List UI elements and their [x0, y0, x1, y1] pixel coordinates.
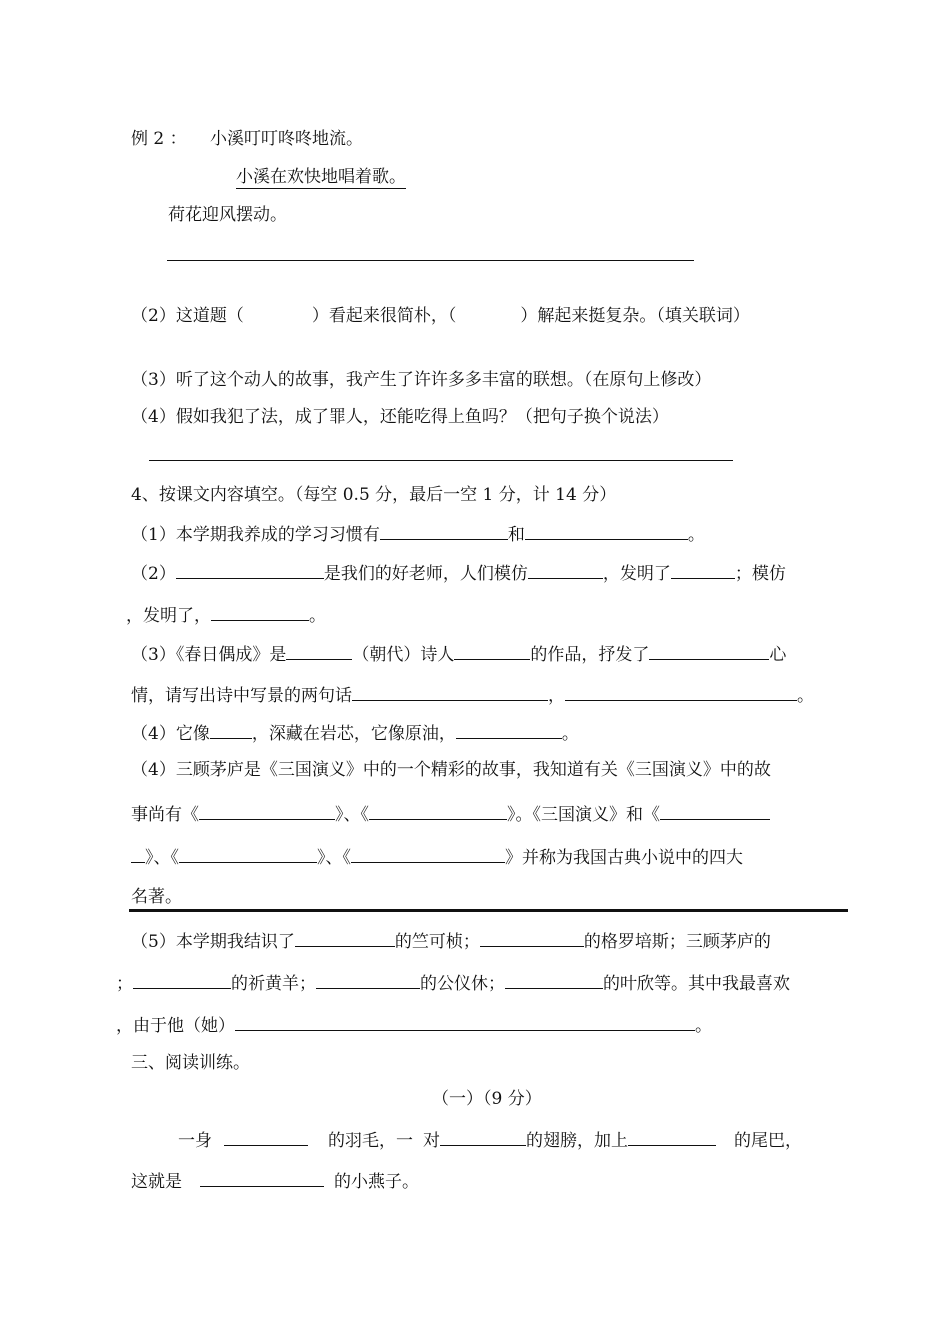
- example2-answer-text: 小溪在欢快地唱着歌。: [236, 167, 406, 187]
- s4-i3-a: （3）《春日偶成》是: [131, 645, 287, 665]
- s4-i4-a: （4）它像: [131, 724, 210, 744]
- s4-i2-c: ，发明了: [602, 564, 671, 584]
- q4-text: （4）假如我犯了法，成了罪人，还能吃得上鱼吗？（把句子换个说法）: [131, 407, 669, 427]
- s4-i5-f: 》、《: [317, 848, 351, 868]
- s4-i5-e: 》、《: [145, 848, 179, 868]
- blank[interactable]: [131, 845, 145, 863]
- s4-i5-b: 事尚有《: [131, 805, 199, 825]
- q2-part3: ）解起来挺复杂。（填关联词）: [520, 306, 750, 326]
- blank[interactable]: [176, 561, 324, 579]
- blank[interactable]: [671, 561, 735, 579]
- s4-i2-f: 。: [309, 606, 326, 626]
- q3-text: （3）听了这个动人的故事，我产生了许许多多丰富的联想。（在原句上修改）: [131, 370, 712, 390]
- example2-sentence: 小溪叮叮咚咚地流。: [210, 129, 363, 149]
- s4-i3-e: 情，请写出诗中写景的两句话: [131, 686, 352, 706]
- s4-item5-line1: （4）三顾茅庐是《三国演义》中的一个精彩的故事，我知道有关《三国演义》中的故: [131, 760, 771, 780]
- blank[interactable]: [480, 929, 584, 947]
- s4-i3-d: 心: [769, 645, 787, 665]
- s4-i6-e: 的祈黄羊；: [231, 974, 316, 994]
- s4-i1-b: 和: [507, 525, 525, 545]
- blank[interactable]: [454, 642, 530, 660]
- section3-title: 三、阅读训练。: [131, 1053, 250, 1073]
- s4-i1-a: （1）本学期我养成的学习习惯有: [131, 525, 380, 545]
- s4-i4-c: 。: [561, 724, 579, 744]
- s4-i6-i: 。: [695, 1016, 712, 1036]
- blank[interactable]: [660, 802, 770, 820]
- blank[interactable]: [211, 603, 309, 621]
- s4-i6-g: 的叶欣等。其中我最喜欢: [603, 974, 790, 994]
- s4-i2-a: （2）: [131, 564, 176, 584]
- blank[interactable]: [649, 642, 769, 660]
- s4-i6-a: （5）本学期我结识了: [131, 932, 295, 952]
- s4-i2-e: ，发明了，: [126, 606, 211, 626]
- blank[interactable]: [351, 845, 505, 863]
- s4-item3-cont: [131, 683, 814, 707]
- blank[interactable]: [456, 721, 562, 739]
- blank[interactable]: [352, 683, 548, 701]
- r-p7: 的小燕子。: [334, 1172, 419, 1192]
- s4-i4-b: ，深藏在岩芯，它像原油，: [251, 724, 456, 744]
- answer-line[interactable]: [167, 260, 694, 261]
- s4-i3-g: 。: [797, 686, 814, 706]
- blank[interactable]: [295, 929, 395, 947]
- blank[interactable]: [440, 1128, 526, 1146]
- blank[interactable]: [316, 971, 420, 989]
- s4-i1-c: 。: [687, 525, 705, 545]
- blank[interactable]: [235, 1013, 695, 1031]
- s4-i5-d: 》。《三国演义》和《: [507, 805, 660, 825]
- s4-i6-h: ，由于他（她）: [116, 1016, 235, 1036]
- s4-item3: [131, 642, 786, 666]
- reading-line1: [178, 1128, 802, 1152]
- blank[interactable]: [286, 642, 352, 660]
- s4-i6-b: 的竺可桢；: [394, 932, 480, 952]
- s4-i6-f: 的公仪休；: [420, 974, 505, 994]
- blank[interactable]: [628, 1128, 716, 1146]
- s4-i6-c: 的格罗培斯；三顾茅庐的: [583, 932, 771, 952]
- answer-line[interactable]: [149, 460, 733, 461]
- s4-i2-b: 是我们的好老师，人们模仿: [323, 564, 528, 584]
- section-divider: [129, 909, 848, 912]
- q2-line: [131, 305, 750, 327]
- blank[interactable]: [380, 522, 508, 540]
- s4-i5-c: 》、《: [335, 805, 369, 825]
- r-p1: 一身: [178, 1131, 212, 1151]
- r-p6: 这就是: [131, 1172, 182, 1192]
- s4-item2: [131, 561, 847, 585]
- s4-item6: [131, 929, 847, 953]
- reading-line2: [131, 1169, 419, 1193]
- blank[interactable]: [210, 721, 252, 739]
- s4-i6-d: ；: [116, 974, 133, 994]
- s4-i3-f: ，: [548, 686, 565, 706]
- blank[interactable]: [528, 561, 603, 579]
- s4-item6-cont: [116, 971, 790, 995]
- blank[interactable]: [179, 845, 317, 863]
- example2-question: 荷花迎风摆动。: [168, 205, 287, 225]
- blank[interactable]: [525, 522, 688, 540]
- section3-subtitle: （一）（9 分）: [432, 1089, 542, 1109]
- blank[interactable]: [565, 683, 797, 701]
- s4-item5-line3: [131, 845, 743, 869]
- s4-i2-d: ；模仿: [734, 564, 786, 584]
- example2-answer: [236, 166, 411, 188]
- q2-part1: （2）这道题（: [131, 306, 244, 326]
- blank[interactable]: [133, 971, 231, 989]
- s4-i3-b: （朝代）诗人: [352, 645, 455, 665]
- r-p3: 对: [423, 1131, 440, 1151]
- s4-item2-cont: [126, 603, 326, 627]
- blank[interactable]: [199, 802, 335, 820]
- s4-item1: [131, 522, 705, 546]
- r-p5: 的尾巴，: [734, 1131, 802, 1151]
- s4-item6-cont2: [116, 1013, 712, 1037]
- s4-i5-g: 》并称为我国古典小说中的四大: [505, 848, 743, 868]
- s4-item4: [131, 721, 579, 745]
- blank[interactable]: [200, 1169, 324, 1187]
- blank[interactable]: [224, 1128, 308, 1146]
- section4-title: 4、按课文内容填空。（每空 0.5 分，最后一空 1 分，计 14 分）: [131, 485, 617, 505]
- s4-item5-line2: [131, 802, 770, 826]
- blank[interactable]: [505, 971, 603, 989]
- r-p4: 的翅膀，加上: [526, 1131, 628, 1151]
- example2-label: 例 2 ：: [131, 129, 187, 149]
- blank[interactable]: [369, 802, 507, 820]
- r-p2: 的羽毛，一: [328, 1131, 413, 1151]
- s4-item5-line4: 名著。: [131, 887, 182, 907]
- s4-i3-c: 的作品，抒发了: [530, 645, 650, 665]
- q2-part2: ）看起来很简朴，（: [311, 306, 457, 326]
